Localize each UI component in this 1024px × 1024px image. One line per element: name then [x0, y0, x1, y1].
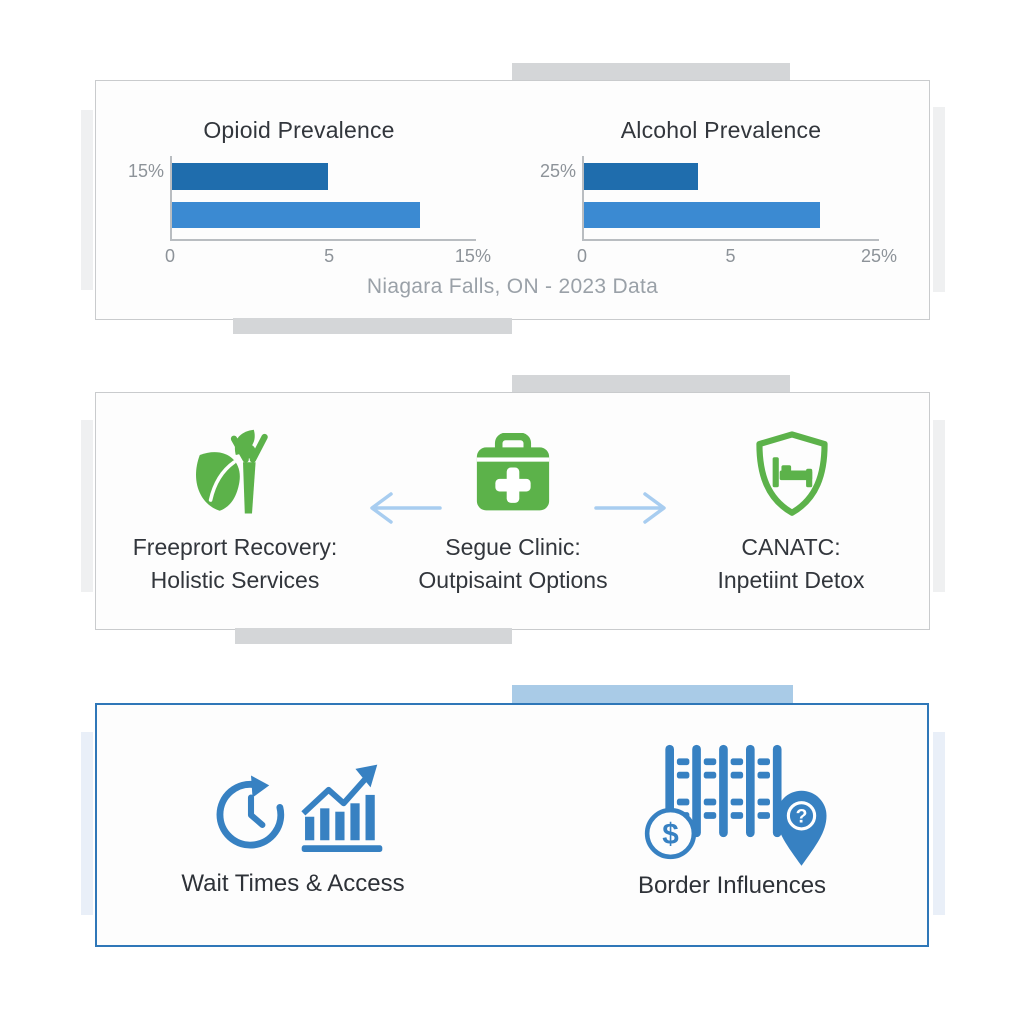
service-label [75, 531, 395, 597]
bar-light [172, 202, 420, 228]
x-ticks [576, 246, 898, 268]
factor-label: Wait Times & Access [181, 870, 405, 897]
charts-caption: Niagara Falls, ON - 2023 Data [366, 275, 659, 298]
factors-card [95, 703, 929, 947]
service-label-line2: Outpisaint Options [418, 567, 608, 593]
right-accent-strip [933, 107, 945, 292]
tick-0: 0 [164, 246, 176, 266]
tick-5: 5 [725, 246, 736, 266]
service-label-line1: Segue Clinic: [445, 534, 581, 560]
service-label-line2: Holistic Services [150, 567, 320, 593]
service-label-line1: Freeprort Recovery: [132, 534, 338, 560]
x-axis-line [582, 239, 879, 241]
left-accent-strip [81, 732, 93, 915]
tick-5: 5 [324, 246, 335, 266]
service-label [631, 531, 951, 597]
first-aid-kit-icon [471, 433, 555, 513]
tick-15: 15% [454, 246, 491, 266]
svg-text:?: ? [795, 805, 808, 828]
panel-tab [512, 63, 790, 81]
dollar-circle-icon [642, 805, 699, 862]
y-axis-label: 25% [539, 161, 576, 181]
chart-title: Alcohol Prevalence [620, 117, 822, 143]
plot-area [164, 156, 491, 266]
panel-tab-bottom [235, 628, 512, 644]
y-axis-line [170, 156, 172, 240]
map-pin-question-icon [770, 787, 833, 867]
y-axis-line [582, 156, 584, 240]
leaf-person-icon [189, 427, 279, 519]
tick-0: 0 [576, 246, 588, 266]
bar-dark [584, 163, 698, 190]
panel-tab [512, 685, 793, 703]
y-axis-label: 15% [127, 161, 164, 181]
tick-25: 25% [860, 246, 898, 266]
service-item-canatc [652, 393, 930, 629]
bar-light [584, 202, 820, 228]
plot-area [576, 156, 898, 266]
factor-label: Border Influences [637, 872, 827, 899]
charts-card [95, 80, 930, 320]
panel-tab [512, 375, 790, 392]
x-axis-line [170, 239, 476, 241]
left-accent-strip [81, 110, 93, 290]
clock-refresh-icon [213, 771, 289, 853]
growth-chart-icon [300, 759, 384, 856]
services-card [95, 392, 930, 630]
service-label-line1: CANATC: [741, 534, 841, 560]
chart-title: Opioid Prevalence [203, 117, 395, 143]
service-item-freeport [96, 393, 374, 629]
right-accent-strip [933, 732, 945, 915]
svg-text:$: $ [662, 817, 679, 851]
shield-bed-icon [748, 429, 836, 519]
panel-tab-bottom [233, 318, 512, 334]
service-label-line2: Inpetiint Detox [717, 567, 865, 593]
service-label [353, 531, 673, 597]
bar-dark [172, 163, 328, 190]
x-ticks [164, 246, 491, 268]
